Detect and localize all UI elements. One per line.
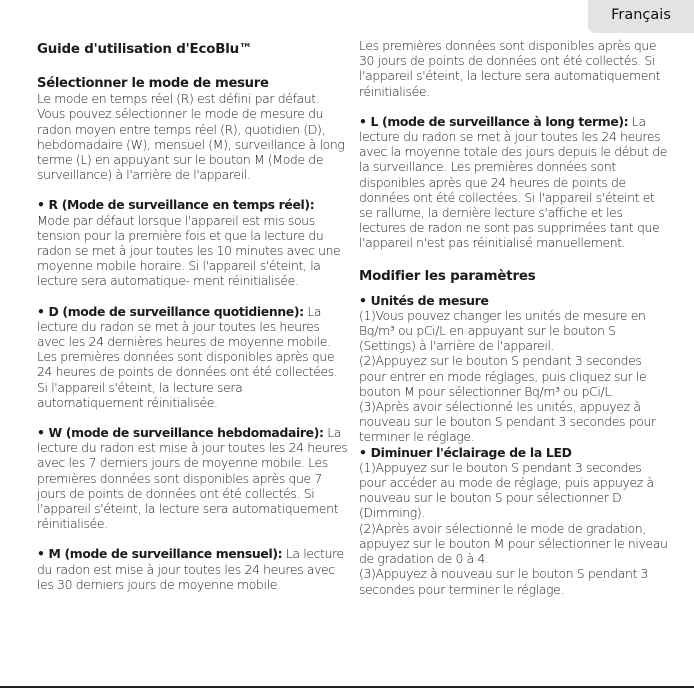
mode-l-label: • L (mode de surveillance à long terme): — [359, 113, 629, 129]
dimming-step-1: (1)Appuyez sur le bouton S pendant 3 secondes pour accéder au mode de réglage, puis appuyez à nouveau sur le bouton S pour sélectionner D (Dimming). — [359, 459, 654, 521]
mode-r-paragraph — [37, 197, 349, 288]
mode-l-text: La lecture du radon se met à jour toutes les 24 heures avec la moyenne totale des jours depuis le début de la surveillance. Les premières données sont disponibles après que 24 heures de points de données ont été collectées. Si l'appareil s'éteint et se rallume, la dernière lecture s'affiche et les lectures de radon ne sont pas supprimées tant que l'appareil n'est pas réinitialisé manuellement. — [359, 113, 667, 251]
dimming-step-3: (3)Appuyez à nouveau sur le bouton S pendant 3 secondes pour terminer le réglage. — [359, 566, 649, 597]
mode-r-text: Mode par défaut lorsque l'appareil est mis sous tension pour la première fois et que la lecture du radon se met à jour toutes les 10 minutes avec une moyenne mobile horaire. Si l'appareil s'éteint, la lecture sera automatique- ment réinitialisée. — [37, 212, 341, 289]
guide-title: Guide d'utilisation d'EcoBlu™ — [37, 42, 253, 57]
select-mode-text: Le mode en temps réel (R) est défini par défaut. Vous pouvez sélectionner le mode de mesure du radon moyen entre temps réel (R), quotidien (D), hebdomadaire (W), mensuel (M), surveillance à long terme (L) en appuyant sur le bouton M (Mode de surveillance) à l'arrière de l'appareil. — [37, 91, 345, 183]
select-mode-heading: Sélectionner le mode de mesure — [37, 76, 269, 91]
mode-r-label: • R (Mode de surveillance en temps réel): — [37, 197, 315, 213]
mode-d-text: La lecture du radon se met à jour toutes les heures avec les 24 dernières heures de moyenne mobile. Les premières données sont disponibles après que 24 heures de points de données ont été collectées. Si l'appareil s'éteint, la lecture sera automatiquement réinitialisée. — [37, 303, 338, 410]
units-label: • Unités de mesure — [359, 292, 489, 308]
mode-w-paragraph — [37, 425, 349, 531]
units-step-2: (2)Appuyez sur le bouton S pendant 3 secondes pour entrer en mode réglages, puis cliquez sur le bouton M pour sélectionner Bq/m³ ou pCi/L. — [359, 353, 647, 399]
settings-title: Modifier les paramètres — [359, 268, 536, 284]
left-column — [37, 38, 349, 592]
mode-m-label: • M (mode de surveillance mensuel): — [37, 546, 283, 562]
units-step-3: (3)Après avoir sélectionné les unités, appuyez à nouveau sur le bouton S pendant 3 secondes pour terminer le réglage. — [359, 399, 656, 445]
bottom-rule — [0, 686, 694, 688]
mode-d-label: • D (mode de surveillance quotidienne): — [37, 303, 304, 319]
mode-d-paragraph — [37, 304, 349, 410]
mode-w-label: • W (mode de surveillance hebdomadaire): — [37, 425, 324, 441]
mode-m-text: La lecture du radon est mise à jour toutes les 24 heures avec les 30 derniers jours de moyenne mobile. — [37, 546, 344, 592]
units-step-1: (1)Vous pouvez changer les unités de mesure en Bq/m³ ou pCi/L en appuyant sur le bouton S (Settings) à l'arrière de l'appareil. — [359, 307, 646, 354]
mode-m-paragraph — [37, 546, 349, 592]
dimming-label: • Diminuer l'éclairage de la LED — [359, 444, 572, 460]
mode-m-continued: Les premières données sont disponibles après que 30 jours de points de données ont été collectés. Si l'appareil s'éteint, la lecture sera automatiquement réinitialisée. — [359, 38, 661, 99]
mode-w-text: La lecture du radon est mise à jour toutes les 24 heures avec les 7 derniers jours de moyenne mobile. Les premières données sont disponibles après que 7 jours de points de données ont été collectés. Si l'appareil s'éteint, la lecture sera automatiquement réinitialisée. — [37, 425, 348, 532]
mode-l-paragraph — [359, 114, 671, 251]
right-column — [359, 38, 671, 597]
language-tab: Français — [588, 0, 694, 33]
dimming-step-2: (2)Après avoir sélectionné le mode de gradation, appuyez sur le bouton M pour sélectionner le niveau de gradation de 0 à 4. — [359, 520, 668, 567]
